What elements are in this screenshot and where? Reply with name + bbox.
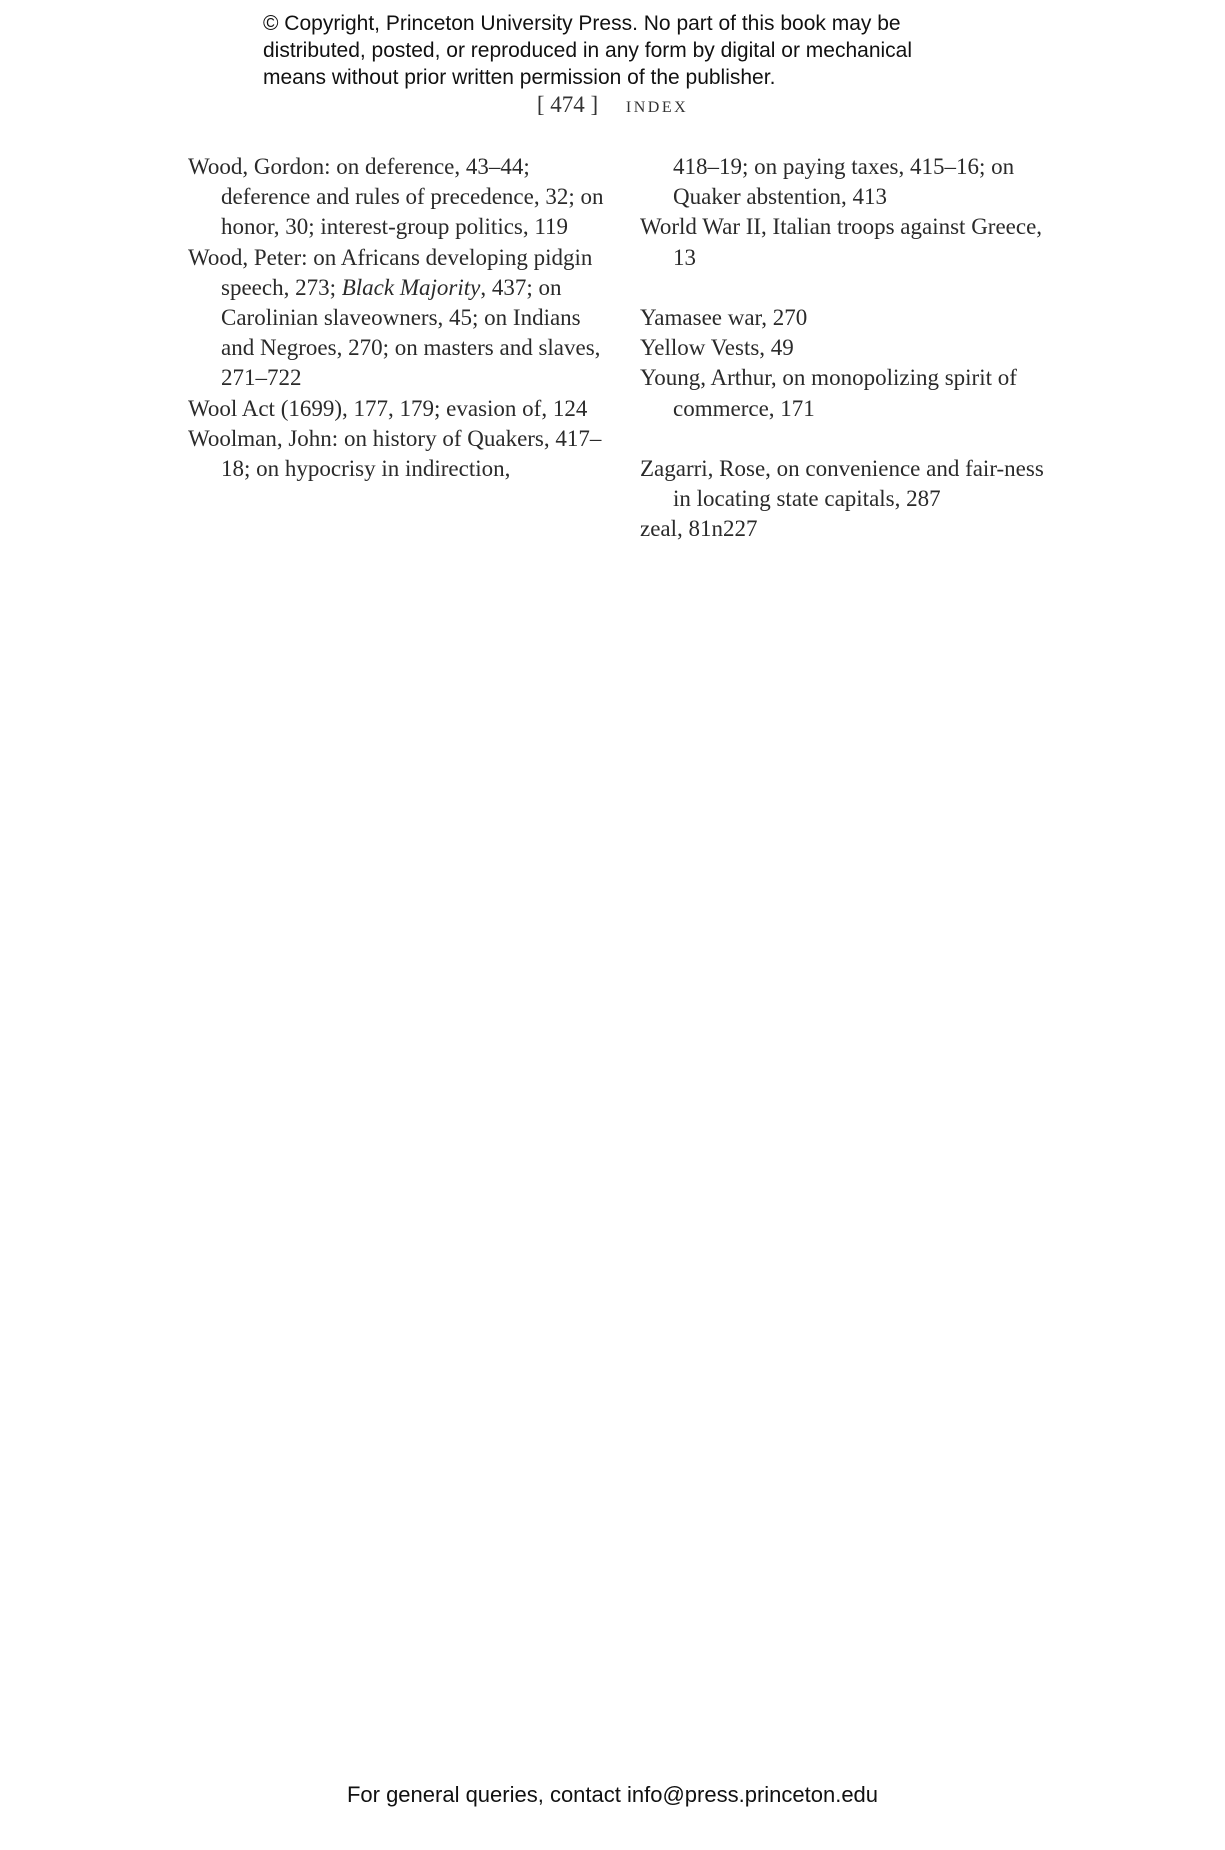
index-entry xyxy=(188,243,608,394)
index-entry: zeal, 81n227 xyxy=(640,516,758,542)
index-column-right xyxy=(640,152,1050,545)
copyright-line-1: © Copyright, Princeton University Press. No part of this book may be xyxy=(263,12,901,35)
index-entry: Woolman, John: on history of Quakers, 417–18; on hypocrisy in indirection, xyxy=(188,425,602,482)
index-entry: Young, Arthur, on monopolizing spirit of commerce, 171 xyxy=(640,365,1017,421)
index-column-left xyxy=(188,152,608,484)
index-entry: Yamasee war, 270 xyxy=(640,305,808,330)
section-label: index xyxy=(625,92,689,117)
index-entry: Wool Act (1699), 177, 179; evasion of, 124 xyxy=(188,395,588,421)
running-head xyxy=(0,92,1225,118)
page-number: [ 474 ] xyxy=(536,92,599,117)
index-entry: Yellow Vests, 49 xyxy=(640,335,794,361)
index-entry-continuation: 418–19; on paying taxes, 415–16; on Quaker abstention, 413 xyxy=(673,154,1015,210)
book-title: Black Majority xyxy=(341,274,481,300)
copyright-line-2: distributed, posted, or reproduced in any form by digital or mechanical xyxy=(263,39,913,62)
letter-group-gap xyxy=(640,424,1050,454)
index-entry: World War II, Italian troops against Greece, 13 xyxy=(640,214,1043,270)
entry-text: , 437; on Carolinian slaveowners, 45; on Indians and Negroes, 270; on masters and slaves, 271–722 xyxy=(221,274,601,391)
letter-group-gap xyxy=(640,273,1050,303)
entry-text: Wood, Peter: on Africans developing pidgin speech, 273; xyxy=(188,244,593,300)
copyright-line-3: means without prior written permission of the publisher. xyxy=(263,66,776,89)
index-entry: Wood, Gordon: on deference, 43–44; deference and rules of precedence, 32; on honor, 30; interest-group politics, 119 xyxy=(188,154,604,240)
copyright-notice xyxy=(263,10,1023,91)
index-entry: Zagarri, Rose, on convenience and fair-ness in locating state capitals, 287 xyxy=(640,456,1044,512)
footer-contact: For general queries, contact info@press.princeton.edu xyxy=(346,1782,879,1807)
